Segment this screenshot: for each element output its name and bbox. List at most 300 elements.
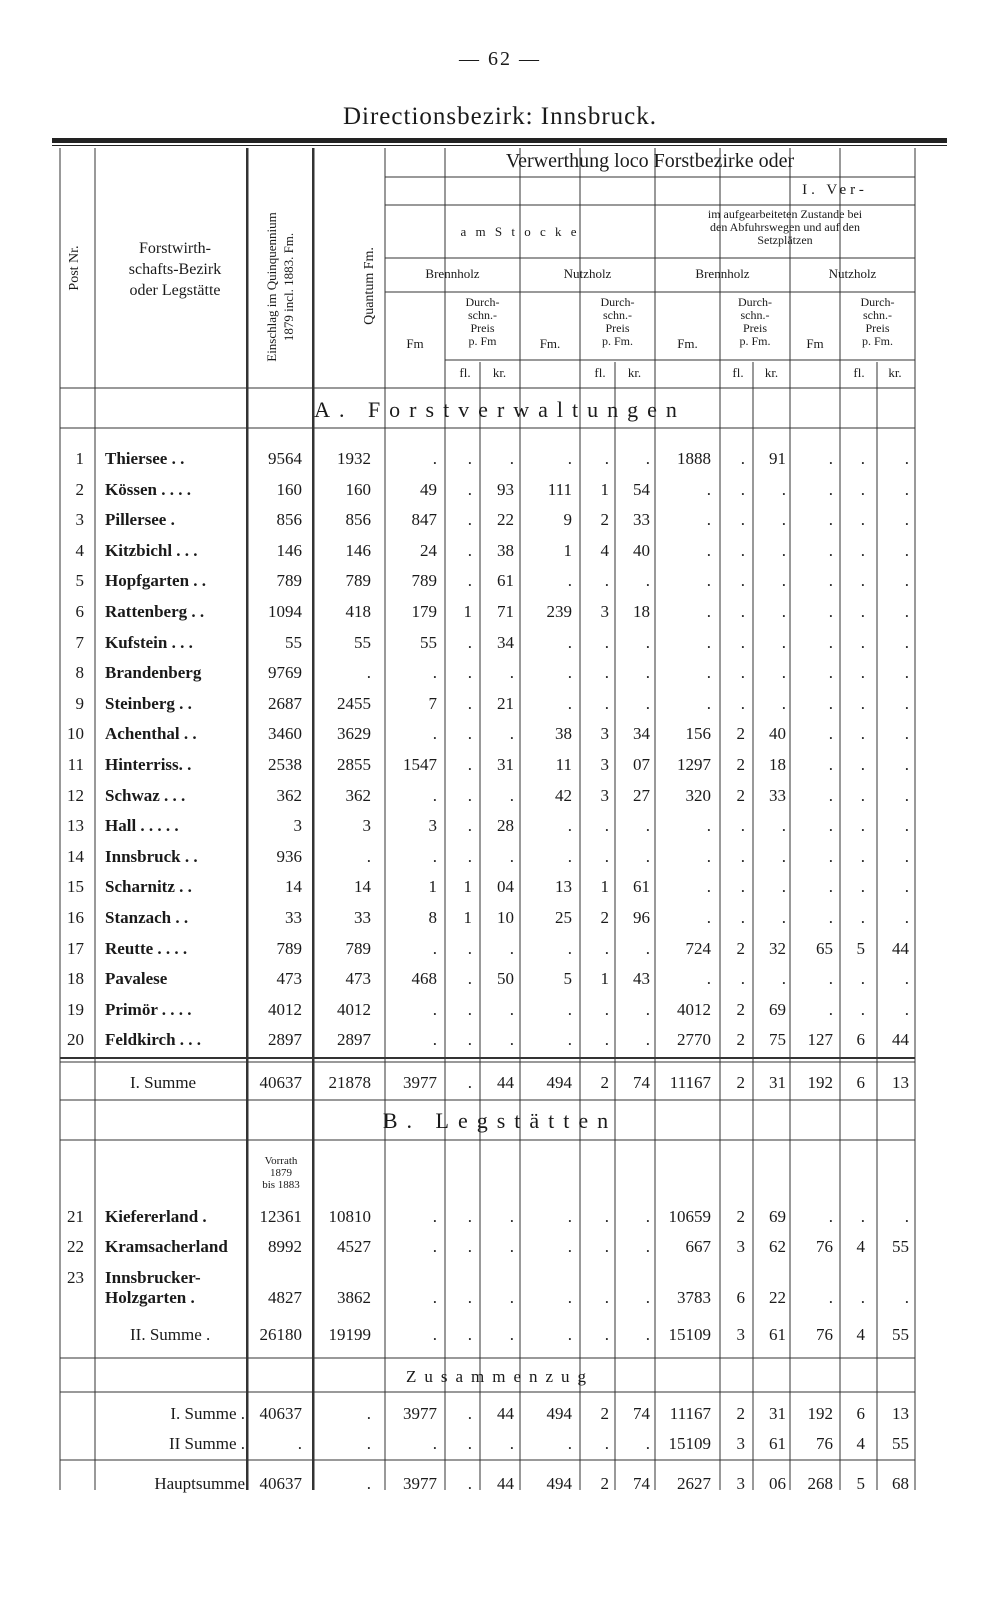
row-a-3-c4: . bbox=[467, 510, 472, 530]
row-a-17-c14: 44 bbox=[892, 938, 909, 958]
durchschn-2-line-2: schn.- bbox=[603, 308, 632, 322]
row-a-19-c1: 4012 bbox=[268, 999, 302, 1019]
row-a-20-c6: . bbox=[567, 1030, 572, 1050]
header-einschlag-line-2: 1879 incl. 1883. Fm. bbox=[281, 232, 296, 342]
row-a-16-c11: . bbox=[781, 908, 786, 927]
row-a-2-c1: 160 bbox=[276, 479, 302, 499]
row-a-18-c4: . bbox=[467, 969, 472, 989]
row-a-15-c10: . bbox=[740, 877, 745, 897]
row-a-3-c13: . bbox=[860, 510, 865, 530]
row-a-12-c6: 42 bbox=[555, 785, 572, 805]
row-a-4-c4: . bbox=[467, 540, 472, 560]
row-a-3-c12: . bbox=[828, 510, 833, 530]
sum-b-c8: . bbox=[645, 1325, 650, 1344]
row-a-7-c8: . bbox=[645, 632, 650, 652]
row-a-17-c3: . bbox=[432, 938, 437, 958]
row-a-13-c6: . bbox=[567, 816, 572, 836]
summary-label: I. Summe . bbox=[170, 1404, 245, 1423]
row-a-10-c1: 3460 bbox=[268, 724, 302, 744]
row-a-17-c9: 724 bbox=[685, 938, 711, 958]
summary-3-c14: 68 bbox=[892, 1474, 909, 1493]
summary-1-c9: 11167 bbox=[669, 1404, 711, 1423]
row-a-8-c12: . bbox=[828, 663, 833, 683]
row-name: Pavalese bbox=[105, 969, 168, 989]
row-a-3-c1: 856 bbox=[276, 510, 302, 530]
sum-a-c6: 494 bbox=[546, 1073, 572, 1092]
row-a-8-c10: . bbox=[740, 663, 745, 683]
row-name: Schwaz . . . bbox=[105, 785, 186, 805]
row-a-9-c3: 7 bbox=[428, 693, 437, 713]
row-a-12-c14: . bbox=[904, 785, 909, 805]
row-name: Primör . . . . bbox=[105, 999, 192, 1019]
sum-a-c4: . bbox=[467, 1073, 472, 1092]
row-a-15-c1: 14 bbox=[285, 877, 302, 897]
row-a-10-c6: 38 bbox=[555, 724, 572, 744]
header-fl-4: fl. bbox=[853, 365, 865, 380]
row-nr: 12 bbox=[67, 785, 84, 805]
row-a-9-c6: . bbox=[567, 693, 572, 713]
header-fl-3: fl. bbox=[732, 365, 744, 380]
sum-a-c12: 192 bbox=[807, 1073, 833, 1092]
row-a-1-c13: . bbox=[860, 449, 865, 468]
summary-2-c12: 76 bbox=[816, 1434, 833, 1453]
summary-2-c4: . bbox=[467, 1434, 472, 1453]
row-nr: 2 bbox=[75, 479, 84, 499]
row-a-16-c6: 25 bbox=[555, 908, 572, 927]
row-a-3-c5: 22 bbox=[497, 510, 514, 530]
row-a-15-c9: . bbox=[706, 877, 711, 897]
row-a-2-c7: 1 bbox=[600, 479, 609, 499]
row-a-5-c7: . bbox=[604, 571, 609, 591]
row-a-12-c4: . bbox=[467, 785, 472, 805]
row-a-1-c7: . bbox=[604, 449, 609, 468]
row-b-21-c14: . bbox=[904, 1207, 909, 1226]
durchschn-4-line-3: Preis bbox=[865, 321, 890, 335]
sum-a-c13: 6 bbox=[856, 1073, 865, 1092]
row-a-18-c14: . bbox=[904, 969, 909, 989]
header-kr-1: kr. bbox=[492, 365, 507, 380]
summary-2-c3: . bbox=[432, 1434, 437, 1453]
header-group-i: I. Ver- bbox=[802, 182, 868, 198]
sum-b-c3: . bbox=[432, 1325, 437, 1344]
row-a-2-c9: . bbox=[706, 479, 711, 499]
row-a-4-c14: . bbox=[904, 540, 909, 560]
summary-1-c1: 40637 bbox=[259, 1404, 302, 1423]
row-a-11-c7: 3 bbox=[600, 755, 609, 774]
row-a-14-c1: 936 bbox=[276, 846, 302, 866]
row-a-20-c9: 2770 bbox=[677, 1030, 711, 1050]
header-durchschn-3 bbox=[720, 296, 790, 348]
summary-1-c3: 3977 bbox=[403, 1404, 437, 1423]
row-a-5-c10: . bbox=[740, 571, 745, 591]
row-a-4-c8: 40 bbox=[633, 540, 650, 560]
row-a-1-c1: 9564 bbox=[268, 449, 302, 468]
row-b-23-c2: 3862 bbox=[337, 1288, 371, 1307]
header-forstbezirk-line-3: oder Legstätte bbox=[129, 282, 221, 299]
row-a-6-c6: 239 bbox=[546, 602, 572, 621]
row-nr: 10 bbox=[67, 724, 84, 744]
row-a-4-c10: . bbox=[740, 540, 745, 560]
row-a-9-c13: . bbox=[860, 693, 865, 713]
row-nr: 16 bbox=[67, 908, 84, 927]
row-a-17-c5: . bbox=[509, 938, 514, 958]
header-durchschn-2 bbox=[580, 296, 655, 348]
row-b-21-c13: . bbox=[860, 1207, 865, 1226]
row-a-19-c9: 4012 bbox=[677, 999, 711, 1019]
header-forstbezirk bbox=[100, 238, 250, 301]
header-aufgearbeitet-line-2: den Abfuhrswegen und auf den bbox=[710, 220, 860, 234]
summary-3-c11: 06 bbox=[769, 1474, 786, 1493]
row-a-19-c3: . bbox=[432, 999, 437, 1019]
row-b-21-c2: 10810 bbox=[328, 1207, 371, 1226]
row-a-13-c1: 3 bbox=[293, 816, 302, 836]
row-a-5-c9: . bbox=[706, 571, 711, 591]
header-nutzholz-1: Nutzholz bbox=[563, 266, 612, 281]
row-a-9-c12: . bbox=[828, 693, 833, 713]
row-a-13-c10: . bbox=[740, 816, 745, 836]
header-fm-4: Fm bbox=[806, 336, 824, 351]
row-b-22-c14: 55 bbox=[892, 1237, 909, 1256]
row-name: Hall . . . . . bbox=[105, 816, 179, 836]
row-nr: 13 bbox=[67, 816, 84, 836]
row-a-19-c10: 2 bbox=[736, 999, 745, 1019]
header-brennholz-1: Brennholz bbox=[425, 266, 480, 281]
row-a-18-c2: 473 bbox=[345, 969, 371, 989]
summary-label: II Summe . bbox=[168, 1434, 245, 1453]
summary-1-c4: . bbox=[467, 1404, 472, 1423]
page-number: — 62 — bbox=[459, 48, 541, 70]
row-a-2-c4: . bbox=[467, 479, 472, 499]
row-name: Thiersee . . bbox=[105, 449, 185, 468]
section-c-title: Zusammenzug bbox=[405, 1367, 595, 1386]
row-a-15-c14: . bbox=[904, 877, 909, 897]
row-a-16-c12: . bbox=[828, 908, 833, 927]
row-nr: 3 bbox=[75, 510, 84, 530]
row-a-2-c11: . bbox=[781, 479, 786, 499]
row-b-22-c4: . bbox=[467, 1237, 472, 1256]
row-a-20-c1: 2897 bbox=[268, 1030, 302, 1050]
row-a-5-c4: . bbox=[467, 571, 472, 591]
row-a-8-c3: . bbox=[432, 663, 437, 683]
header-verwerthung: Verwerthung loco Forstbezirke oder bbox=[505, 150, 795, 172]
row-b-23-c10: 6 bbox=[736, 1288, 745, 1307]
row-a-7-c9: . bbox=[706, 632, 711, 652]
row-a-7-c3: 55 bbox=[420, 632, 437, 652]
sum-a-c10: 2 bbox=[736, 1073, 745, 1092]
row-nr: 18 bbox=[67, 969, 84, 989]
header-nutzholz-2: Nutzholz bbox=[828, 266, 877, 281]
row-a-8-c13: . bbox=[860, 663, 865, 683]
row-a-4-c2: 146 bbox=[345, 540, 371, 560]
row-a-5-c11: . bbox=[781, 571, 786, 591]
row-a-14-c8: . bbox=[645, 846, 650, 866]
header-vorrath bbox=[248, 1155, 314, 1191]
row-a-5-c5: 61 bbox=[497, 571, 514, 591]
row-a-19-c4: . bbox=[467, 999, 472, 1019]
sum-b-c13: 4 bbox=[856, 1325, 865, 1344]
row-a-10-c8: 34 bbox=[633, 724, 650, 744]
row-a-20-c12: 127 bbox=[807, 1030, 833, 1050]
row-nr: 17 bbox=[67, 938, 84, 958]
row-a-19-c11: 69 bbox=[769, 999, 786, 1019]
header-durchschn-1 bbox=[445, 296, 520, 348]
section-a-title: A. Forstverwaltungen bbox=[314, 397, 686, 422]
row-a-18-c6: 5 bbox=[563, 969, 572, 989]
row-name: Pillersee . bbox=[105, 510, 175, 530]
row-a-2-c6: 111 bbox=[547, 479, 572, 499]
row-a-16-c7: 2 bbox=[600, 908, 609, 927]
row-a-18-c12: . bbox=[828, 969, 833, 989]
durchschn-3-line-1: Durch- bbox=[738, 295, 772, 309]
row-a-18-c9: . bbox=[706, 969, 711, 989]
section-b-title: B. Legstätten bbox=[382, 1108, 618, 1133]
summary-3-c1: 40637 bbox=[259, 1474, 302, 1493]
row-a-7-c2: 55 bbox=[354, 632, 371, 652]
row-a-11-c10: 2 bbox=[736, 755, 745, 774]
row-a-16-c9: . bbox=[706, 908, 711, 927]
row-a-16-c3: 8 bbox=[428, 908, 437, 927]
row-a-13-c13: . bbox=[860, 816, 865, 836]
row-a-13-c3: 3 bbox=[428, 816, 437, 836]
summary-3-c3: 3977 bbox=[403, 1474, 437, 1493]
row-a-11-c2: 2855 bbox=[337, 755, 371, 774]
row-a-20-c2: 2897 bbox=[337, 1030, 371, 1050]
row-a-15-c5: 04 bbox=[497, 877, 514, 897]
row-a-16-c5: 10 bbox=[497, 908, 514, 927]
sum-b-c6: . bbox=[567, 1325, 572, 1344]
row-a-18-c7: 1 bbox=[600, 969, 609, 989]
summary-1-c12: 192 bbox=[807, 1404, 833, 1423]
row-a-13-c2: 3 bbox=[362, 816, 371, 836]
summary-1-c2: . bbox=[366, 1404, 371, 1423]
row-a-8-c11: . bbox=[781, 663, 786, 683]
durchschn-2-line-1: Durch- bbox=[600, 295, 635, 309]
row-a-19-c12: . bbox=[828, 999, 833, 1019]
row-a-2-c2: 160 bbox=[345, 479, 371, 499]
summary-3-c9: 2627 bbox=[677, 1474, 711, 1493]
row-a-6-c3: 179 bbox=[411, 602, 437, 621]
row-a-15-c7: 1 bbox=[600, 877, 609, 897]
row-a-12-c8: 27 bbox=[633, 785, 650, 805]
row-a-13-c9: . bbox=[706, 816, 711, 836]
row-a-12-c3: . bbox=[432, 785, 437, 805]
row-b-23-c6: . bbox=[567, 1288, 572, 1307]
row-a-18-c1: 473 bbox=[276, 969, 302, 989]
header-am-stocke: a m S t o c k e bbox=[460, 224, 580, 239]
row-a-7-c7: . bbox=[604, 632, 609, 652]
row-a-6-c2: 418 bbox=[345, 602, 371, 621]
row-b-23-c7: . bbox=[604, 1288, 609, 1307]
row-a-15-c12: . bbox=[828, 877, 833, 897]
durchschn-1-line-2: schn.- bbox=[468, 308, 497, 322]
sum-a-c7: 2 bbox=[600, 1073, 609, 1092]
row-nr: 20 bbox=[67, 1030, 84, 1050]
summary-3-c6: 494 bbox=[546, 1474, 572, 1493]
row-a-9-c1: 2687 bbox=[268, 693, 302, 713]
row-a-20-c5: . bbox=[509, 1030, 514, 1050]
row-a-5-c12: . bbox=[828, 571, 833, 591]
row-name: Steinberg . . bbox=[105, 693, 192, 713]
row-a-10-c12: . bbox=[828, 724, 833, 744]
row-b-22-c12: 76 bbox=[816, 1237, 833, 1256]
row-a-16-c14: . bbox=[904, 908, 909, 927]
row-a-1-c4: . bbox=[467, 449, 472, 468]
row-a-6-c11: . bbox=[781, 602, 786, 621]
header-brennholz-2: Brennholz bbox=[695, 266, 750, 281]
row-a-13-c8: . bbox=[645, 816, 650, 836]
row-name-2: Holzgarten . bbox=[105, 1288, 195, 1307]
summary-1-c14: 13 bbox=[892, 1404, 909, 1423]
sum-b-c14: 55 bbox=[892, 1325, 909, 1344]
row-a-19-c7: . bbox=[604, 999, 609, 1019]
summary-2-c6: . bbox=[567, 1434, 572, 1453]
row-b-22-c5: . bbox=[509, 1237, 514, 1256]
row-a-12-c11: 33 bbox=[769, 785, 786, 805]
row-b-23-c1: 4827 bbox=[268, 1288, 302, 1307]
row-nr: 19 bbox=[67, 999, 84, 1019]
sum-b-c2: 19199 bbox=[328, 1325, 371, 1344]
row-b-23-c3: . bbox=[432, 1288, 437, 1307]
row-a-9-c11: . bbox=[781, 693, 786, 713]
row-b-21-c8: . bbox=[645, 1207, 650, 1226]
row-a-6-c4: 1 bbox=[463, 602, 472, 621]
sum-b-c4: . bbox=[467, 1325, 472, 1344]
row-a-12-c2: 362 bbox=[345, 785, 371, 805]
row-a-2-c5: 93 bbox=[497, 479, 514, 499]
row-a-8-c2: . bbox=[366, 663, 371, 683]
row-a-14-c12: . bbox=[828, 846, 833, 866]
header-forstbezirk-line-2: schafts-Bezirk bbox=[128, 261, 222, 278]
row-a-15-c11: . bbox=[781, 877, 786, 897]
row-nr: 5 bbox=[75, 571, 84, 591]
row-a-11-c9: 1297 bbox=[677, 755, 711, 774]
row-a-17-c13: 5 bbox=[856, 938, 865, 958]
row-a-20-c11: 75 bbox=[769, 1030, 786, 1050]
row-a-3-c9: . bbox=[706, 510, 711, 530]
row-name: Brandenberg bbox=[105, 663, 202, 683]
row-a-4-c3: 24 bbox=[420, 540, 437, 560]
row-name: Kiefererland . bbox=[105, 1207, 207, 1226]
row-a-2-c14: . bbox=[904, 479, 909, 499]
row-a-6-c9: . bbox=[706, 602, 711, 621]
row-b-21-c3: . bbox=[432, 1207, 437, 1226]
row-name: Reutte . . . . bbox=[105, 938, 188, 958]
durchschn-1-line-4: p. Fm bbox=[468, 334, 497, 348]
sum-a-c1: 40637 bbox=[259, 1073, 302, 1092]
durchschn-3-line-2: schn.- bbox=[740, 308, 770, 322]
header-aufgearbeitet-line-3: Setzplätzen bbox=[757, 233, 813, 247]
row-a-14-c9: . bbox=[706, 846, 711, 866]
row-a-8-c14: . bbox=[904, 663, 909, 683]
row-b-23-c13: . bbox=[860, 1288, 865, 1307]
row-a-8-c5: . bbox=[509, 663, 514, 683]
row-a-1-c10: . bbox=[740, 449, 745, 468]
row-a-16-c4: 1 bbox=[463, 908, 472, 927]
header-fm-2: Fm. bbox=[539, 336, 561, 351]
row-a-11-c3: 1547 bbox=[403, 755, 437, 774]
row-b-22-c6: . bbox=[567, 1237, 572, 1256]
durchschn-4-line-2: schn.- bbox=[863, 308, 892, 322]
header-fl-1: fl. bbox=[459, 365, 471, 380]
summary-1-c7: 2 bbox=[600, 1404, 609, 1423]
summary-1-c11: 31 bbox=[769, 1404, 786, 1423]
row-b-21-c5: . bbox=[509, 1207, 514, 1226]
row-a-17-c6: . bbox=[567, 938, 572, 958]
row-nr: 4 bbox=[75, 540, 84, 560]
row-b-22-c7: . bbox=[604, 1237, 609, 1256]
row-a-11-c6: 11 bbox=[555, 755, 572, 774]
sum-b-c12: 76 bbox=[816, 1325, 833, 1344]
summary-1-c13: 6 bbox=[856, 1404, 865, 1423]
row-a-9-c2: 2455 bbox=[337, 693, 371, 713]
row-a-3-c10: . bbox=[740, 510, 745, 530]
summary-2-c10: 3 bbox=[736, 1434, 745, 1453]
row-b-23-c14: . bbox=[904, 1288, 909, 1307]
row-a-10-c7: 3 bbox=[600, 724, 609, 744]
header-kr-4: kr. bbox=[888, 365, 902, 380]
summary-label: Hauptsumme bbox=[154, 1474, 245, 1493]
sum-b-label: II. Summe . bbox=[130, 1325, 211, 1344]
row-name: Scharnitz . . bbox=[105, 877, 192, 897]
summary-3-c13: 5 bbox=[856, 1474, 865, 1493]
row-a-18-c8: 43 bbox=[633, 969, 650, 989]
row-a-17-c10: 2 bbox=[736, 938, 745, 958]
row-a-4-c9: . bbox=[706, 540, 711, 560]
row-a-9-c14: . bbox=[904, 693, 909, 713]
row-a-4-c5: 38 bbox=[497, 540, 514, 560]
row-a-11-c4: . bbox=[467, 755, 472, 774]
sum-a-c14: 13 bbox=[892, 1073, 909, 1092]
summary-1-c6: 494 bbox=[546, 1404, 572, 1423]
header-fm-1: Fm bbox=[406, 336, 424, 351]
row-b-23-c9: 3783 bbox=[677, 1288, 711, 1307]
sum-a-c8: 74 bbox=[633, 1073, 650, 1092]
row-nr: 1 bbox=[75, 449, 84, 468]
row-b-22-c8: . bbox=[645, 1237, 650, 1256]
row-name: Innsbrucker- bbox=[105, 1268, 201, 1287]
row-a-8-c7: . bbox=[604, 663, 609, 683]
summary-1-c8: 74 bbox=[633, 1404, 650, 1423]
row-b-23-c4: . bbox=[467, 1288, 472, 1307]
row-a-12-c1: 362 bbox=[276, 785, 302, 805]
row-a-3-c8: 33 bbox=[633, 510, 650, 530]
row-a-10-c5: . bbox=[509, 724, 514, 744]
row-a-7-c12: . bbox=[828, 632, 833, 652]
row-a-15-c8: 61 bbox=[633, 877, 650, 897]
row-a-5-c6: . bbox=[567, 571, 572, 591]
vorrath-line-3: bis 1883 bbox=[262, 1179, 300, 1191]
row-a-12-c5: . bbox=[509, 785, 514, 805]
row-a-20-c14: 44 bbox=[892, 1030, 909, 1050]
row-a-5-c1: 789 bbox=[276, 571, 302, 591]
row-a-19-c5: . bbox=[509, 999, 514, 1019]
row-a-1-c2: 1932 bbox=[337, 449, 371, 468]
row-a-3-c2: 856 bbox=[345, 510, 371, 530]
row-a-9-c7: . bbox=[604, 693, 609, 713]
row-nr: 15 bbox=[67, 877, 84, 897]
row-nr: 14 bbox=[67, 846, 84, 866]
row-a-10-c4: . bbox=[467, 724, 472, 744]
row-b-22-c9: 667 bbox=[685, 1237, 711, 1256]
row-name: Innsbruck . . bbox=[105, 846, 198, 866]
row-a-1-c8: . bbox=[645, 449, 650, 468]
row-a-19-c13: . bbox=[860, 999, 865, 1019]
row-a-5-c2: 789 bbox=[345, 571, 371, 591]
row-a-15-c6: 13 bbox=[555, 877, 572, 897]
summary-3-c12: 268 bbox=[807, 1474, 833, 1493]
row-a-7-c14: . bbox=[904, 632, 909, 652]
row-a-3-c11: . bbox=[781, 510, 786, 530]
